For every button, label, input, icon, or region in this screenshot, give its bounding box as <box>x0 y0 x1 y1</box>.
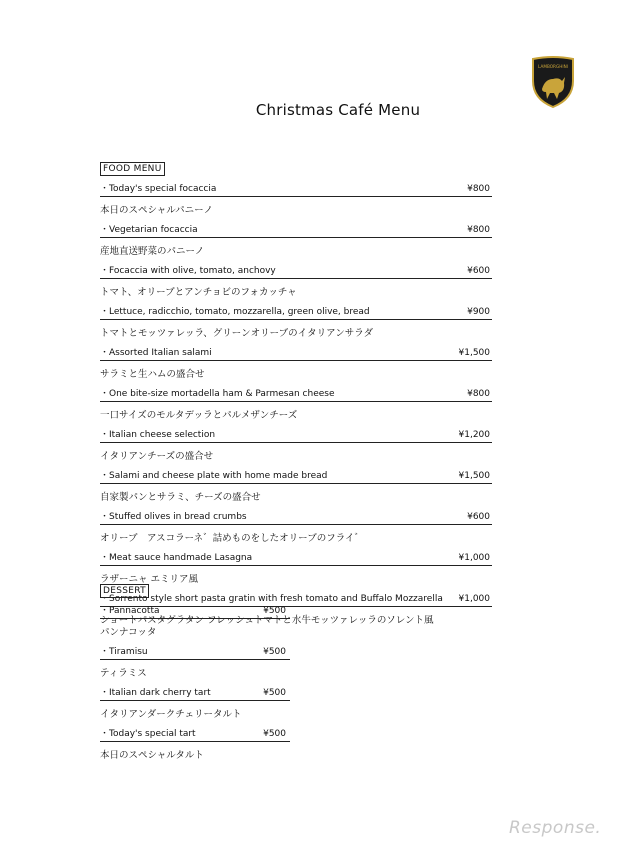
menu-item-line <box>100 728 290 742</box>
menu-item-line <box>100 306 492 320</box>
item-price: ¥800 <box>467 389 490 399</box>
item-price: ¥800 <box>467 184 490 194</box>
item-price: ¥500 <box>263 647 286 657</box>
item-japanese-name: イタリアンチーズの盛合せ <box>100 451 214 462</box>
item-price: ¥900 <box>467 307 490 317</box>
item-name: ・Today's special tart <box>100 729 196 739</box>
item-japanese-name: トマト、オリーブとアンチョビのフォカッチャ <box>100 287 297 298</box>
item-name: ・Focaccia with olive, tomato, anchovy <box>100 266 276 276</box>
item-price: ¥600 <box>467 512 490 522</box>
item-price: ¥600 <box>467 266 490 276</box>
watermark-logo: Response. <box>509 818 602 838</box>
item-name: ・Pannacotta <box>100 606 160 616</box>
item-japanese-name: ラザーニャ エミリア風 <box>100 574 199 585</box>
food-menu-label: FOOD MENU <box>100 162 165 176</box>
item-japanese-name: オリーブ アスコラーネ゛詰めものをしたオリーブのフライ゛ <box>100 533 364 544</box>
item-name: ・Assorted Italian salami <box>100 348 212 358</box>
item-japanese-name: ショートパスタグラタン フレッシュトマトと水牛モッツァレッラのソレント風 <box>100 615 434 626</box>
item-name: ・Salami and cheese plate with home made bread <box>100 471 328 481</box>
item-name: ・Tiramisu <box>100 647 148 657</box>
menu-item-line <box>100 347 492 361</box>
item-japanese-name: 一口サイズのモルタデッラとパルメザンチーズ <box>100 410 298 421</box>
item-price: ¥500 <box>263 606 286 616</box>
menu-item-line <box>100 605 290 619</box>
item-name: ・Meat sauce handmade Lasagna <box>100 553 253 563</box>
menu-item-line <box>100 511 492 525</box>
menu-item-line <box>100 552 492 566</box>
item-japanese-name: サラミと生ハムの盛合せ <box>100 369 205 380</box>
item-japanese-name: イタリアンダークチェリータルト <box>100 709 242 720</box>
item-price: ¥1,200 <box>458 430 490 440</box>
menu-item-line <box>100 265 492 279</box>
menu-item-line <box>100 224 492 238</box>
item-japanese-name: トマトとモッツァレッラ、グリーンオリーブのイタリアンサラダ <box>100 328 374 339</box>
food-menu-section <box>100 156 492 627</box>
item-name: ・Stuffed olives in bread crumbs <box>100 512 247 522</box>
menu-item-line <box>100 470 492 484</box>
item-japanese-name: 産地直送野菜のパニーノ <box>100 246 205 257</box>
item-japanese-name: パンナコッタ <box>100 627 157 638</box>
item-japanese-name: 自家製パンとサラミ、チーズの盛合せ <box>100 492 261 503</box>
item-price: ¥1,000 <box>458 594 490 604</box>
logo-text: LAMBORGHINI <box>538 64 568 69</box>
menu-item-line <box>100 429 492 443</box>
item-price: ¥1,500 <box>458 348 490 358</box>
item-price: ¥800 <box>467 225 490 235</box>
dessert-section <box>100 578 290 762</box>
item-name: ・Vegetarian focaccia <box>100 225 198 235</box>
item-name: ・One bite-size mortadella ham & Parmesan cheese <box>100 389 335 399</box>
item-name: ・Sorrento style short pasta gratin with fresh tomato and Buffalo Mozzarella <box>100 594 443 604</box>
item-name: ・Today's special focaccia <box>100 184 217 194</box>
item-japanese-name: 本日のスペシャルパニーノ <box>100 205 213 216</box>
item-price: ¥500 <box>263 729 286 739</box>
item-name: ・Italian dark cherry tart <box>100 688 211 698</box>
item-price: ¥500 <box>263 688 286 698</box>
page-title: Christmas Café Menu <box>255 101 421 119</box>
item-name: ・Lettuce, radicchio, tomato, mozzarella, green olive, bread <box>100 307 370 317</box>
item-name: ・Italian cheese selection <box>100 430 216 440</box>
menu-item-line <box>100 183 492 197</box>
item-japanese-name: 本日のスペシャルタルト <box>100 750 204 761</box>
menu-item-line <box>100 687 290 701</box>
dessert-label: DESSERT <box>100 584 149 598</box>
menu-item-line <box>100 646 290 660</box>
menu-item-line <box>100 388 492 402</box>
item-price: ¥1,500 <box>458 471 490 481</box>
item-japanese-name: ティラミス <box>100 668 147 679</box>
item-price: ¥1,000 <box>458 553 490 563</box>
